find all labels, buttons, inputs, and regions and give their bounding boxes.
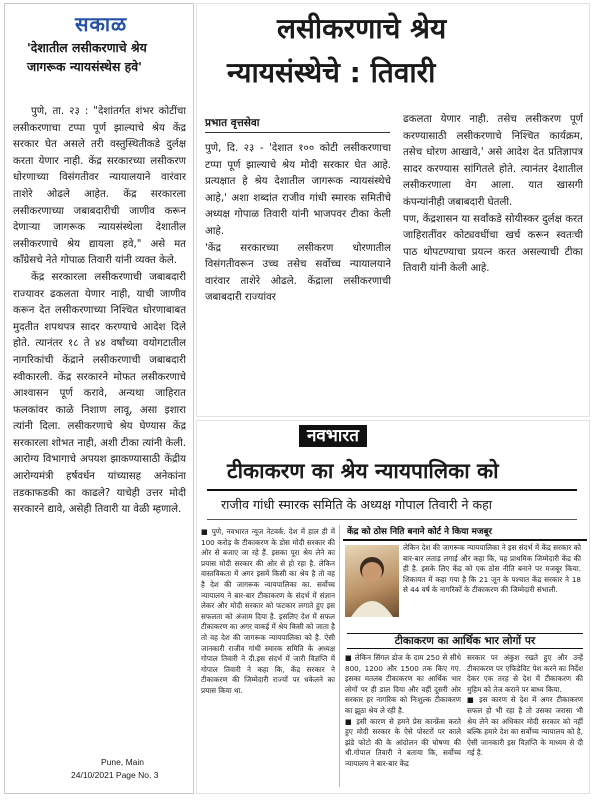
prabhat-clipping: [196, 3, 590, 417]
sakal-logo: सकाळ: [75, 12, 128, 36]
navbharat-box-1-title: केंद्र को ठोस निति बनाने कोर्ट ने किया मजबूर: [343, 525, 587, 541]
sakal-clipping: [4, 3, 194, 794]
navbharat-logo: नवभारत: [299, 425, 367, 447]
navbharat-box-2-column-2: सरकार पर अंकुश रखते हुए और उन्हें टीकाकरण पर एफिडेविट पेश करने का निर्देश देकर एक तरह से देश में टीकाकरण की मुहिम को तेज कराने पर बाध्य किया. ■ इस कारण से देश में अगर टीकाकरण सफल हो भी रहा है तो उसका जरासा भी श्रेय लेने का अधिकार मोदी सरकार को नहीं बल्कि हमारे देश का सर्वोच्च न्यायालय को है, ऐसी जानकारी इस विज्ञप्ति के माध्यम से दी गई है.: [467, 653, 583, 758]
prabhat-column-1: पुणे, दि. २३ - 'देशात १०० कोटी लसीकरणाचा टप्पा पूर्ण झाल्याचे श्रेय मोदी सरकार घेत आहे. प्रत्यक्षात हे श्रेय देशातील जागरूक न्यायसंस्थेचे आहे,' अशा शब्दांत राजीव गांधी स्मारक समितीचे अध्यक्ष गोपाळ तिवारी यांनी भाजपवर टीका केली आहे. 'केंद्र सरकारच्या लसीकरण धोरणातील विसंगतीवरून उच्च तसेच सर्वोच्च न्यायालयाने वारंवार ताशेरे ओढले. केंद्राला लसीकरणाची जबाबदारी राज्यांवर: [205, 143, 391, 304]
navbharat-subhead-rule: [207, 519, 577, 520]
prabhat-headline-line-1: लसीकरणाचे श्रेय: [277, 12, 447, 45]
navbharat-box-2-column-1: ■ लेकिन सिंगल डोज के दाम 250 से सीधे 800, 1200 और 1500 तक किए गए. इसका मतलब टीकाकरण का आर्थिक भार लोगों पर ही डाल दिया और वहीं दूसरी ओर सरकार हर नागरिक को निःशुल्क टीकाकरण का झूठा श्रेय ले रही है. ■ इसी कारण से हमने प्रेस कान्फ्रेंस करते हुए मोदी सरकार के ऐसे पोस्टरों पर काले झंडे फोटो की के आंदोलन की घोषणा की थी.गोपाल तिवारी ने बताया कि, सर्वोच्च न्यायालय ने बार-बार केंद्र: [345, 653, 461, 768]
sakal-paragraph-2: केंद्र सरकारला लसीकरणाची जबाबदारी राज्यावर ढकलता येणार नाही, याची जाणीव करून देत लसीकरणाच्या निश्चित धोरणाबाबत मुदतीत शपथपत्र सादर करण्याचे आदेश दिले होते. त्यानंतर १८ ते ४४ वर्षांच्या वयोगटातील नागरिकांची केंद्राने लसीकरणाची जबाबदारी स्वीकारली. केंद्र सरकारने मोफत लसीकरणाचे आश्वासन पूर्ण करावे, अन्यथा जाहिरात फलकांवर काळे निशाण लावू, असा इशारा त्यांनी दिला. लसीकरणाचे श्रेय घेण्यास केंद्र सरकारला शोभत नाही, अशी टीका त्यांनी केली. आरोग्य विभागाचे अपयश झाकण्यासाठी केंद्रीय आरोग्यमंत्री हर्षवर्धन यांच्यासह अनेकांना तडकाफडकी का काढले? याचेही उत्तर मोदी सरकारने द्यावे, असेही तिवारी या वेळी म्हणाले.: [13, 271, 186, 516]
navbharat-subhead: राजीव गांधी स्मारक समिति के अध्यक्ष गोपाल तिवारी ने कहा: [221, 497, 493, 512]
navbharat-column-1: ■ पुणे, नवभारत न्यूज नेटवर्क. देश में हाल ही में 100 करोड़ के टीकाकरण के डोस मोदी सरकार की ओर से बजाए जा रहे हैं. इसका पूरा श्रेय लेने का प्रयास मोदी सरकार की ओर से हो रहा है. लेकिन वास्तविकता में अगर इसमें किसी का श्रेय है तो वह है देश की जागरूक न्यायपालिका का. सर्वोच्च न्यायालय ने बार-बार टीकाकरण के संदर्भ में संज्ञान लेकर और मोदी सरकार को फटकार लगाते हुए इस सफलता को अंजाम दिया है. इसलिए देश में सफल टीकाकरण का अगर वाकई में श्रेय किसी को जाता है तो वह देश की जागरूक न्यायपालिका को है. ऐसी जानकारी राजीव गांधी स्मारक समिति के अध्यक्ष गोपाल तिवारी ने दी.इस संदर्भ में जारी विज्ञप्ति में गोपाल तिवारी ने कहा कि, केंद्र सरकार ने टीकाकरण की जिम्मेदारी राज्यों पर धकेलने का प्रयास किया था.: [201, 527, 335, 695]
prabhat-column-2: ढकलता येणार नाही. तसेच लसीकरण पूर्ण करण्यासाठी लसीकरणाचे निश्चित कार्यक्रम, तसेच धोरण आखावे,' असे आदेश देत प्रतिज्ञापत्र सादर करण्यास सांगितले होते. त्यानंतर देशातील लसीकरणाला वेग आला. यात खासगी कंपन्यांनीही जबाबदारी घेतली. पण, केंद्रशासन या सर्वांकडे सोयीस्कर दुर्लक्ष करत जाहिरातींवर कोट्यवधींचा खर्च करून स्वतःची पाठ थोपटण्याचा प्रयत्न करत असल्याची टीका तिवारी यांनी केली आहे.: [403, 114, 583, 275]
sakal-paragraph-1: पुणे, ता. २३ : "देशांतर्गत शंभर कोटींचा लसीकरणाचा टप्पा पूर्ण झाल्याचे श्रेय केंद्र सरकार घेत असले तरी वस्तुस्थितीकडे दुर्लक्ष करता येणार नाही. केंद्र सरकारच्या लसीकरण धोरणाच्या विसंगतीवर न्यायालयाने वारंवार ताशेरे ओढले आहेत. केंद्र सरकारला लसीकरणाच्या जबाबदारीची जाणीव करून देणाऱ्या जागरूक न्यायसंस्थेला देशातील लसीकरणाचे श्रेय द्यायला हवे," असे मत काँग्रेसचे नेते गोपाळ तिवारी यांनी व्यक्त केले.: [13, 106, 186, 267]
sakal-footer-date: 24/10/2021 Page No. 3: [71, 770, 159, 780]
prabhat-byline-rule: [205, 132, 390, 133]
person-icon: [345, 545, 399, 617]
sakal-body: [13, 104, 186, 744]
navbharat-clipping: [196, 420, 590, 794]
navbharat-box-1-text: लेकिन देश की जागरूक न्यायपालिका ने इस संदर्भ में केंद्र सरकार को बार-बार लताड़ लगाई और कहा कि, यह प्राथमिक जिम्मेदारी केंद्र की ही है. इसके लिए केंद्र को एक ठोस नीति बनाने पर मजबूर किया. शिकायत में कहा गया है कि 21 जून के पश्चात केंद्र सरकार ने 18 से 44 वर्ष के नागरिकों के टीकाकरण की जिम्मेदारी संभाली.: [403, 543, 581, 595]
navbharat-headline: टीकाकरण का श्रेय न्यायपालिका को: [227, 459, 499, 483]
navbharat-headline-rule: [207, 489, 577, 491]
navbharat-box-2-title: टीकाकरण का आर्थिक भार लोगों पर: [347, 633, 583, 649]
sakal-subhead: 'देशातील लसीकरणाचे श्रेय जागरूक न्यायसंस्थेस हवे': [27, 40, 147, 74]
sakal-footer-place: Pune, Main: [101, 757, 144, 767]
column-divider: [339, 525, 340, 787]
prabhat-headline-line-2: न्यायसंस्थेचे : तिवारी: [227, 56, 436, 89]
prabhat-byline: प्रभात वृत्तसेवा: [205, 117, 260, 129]
tiwari-photo: [345, 545, 399, 617]
